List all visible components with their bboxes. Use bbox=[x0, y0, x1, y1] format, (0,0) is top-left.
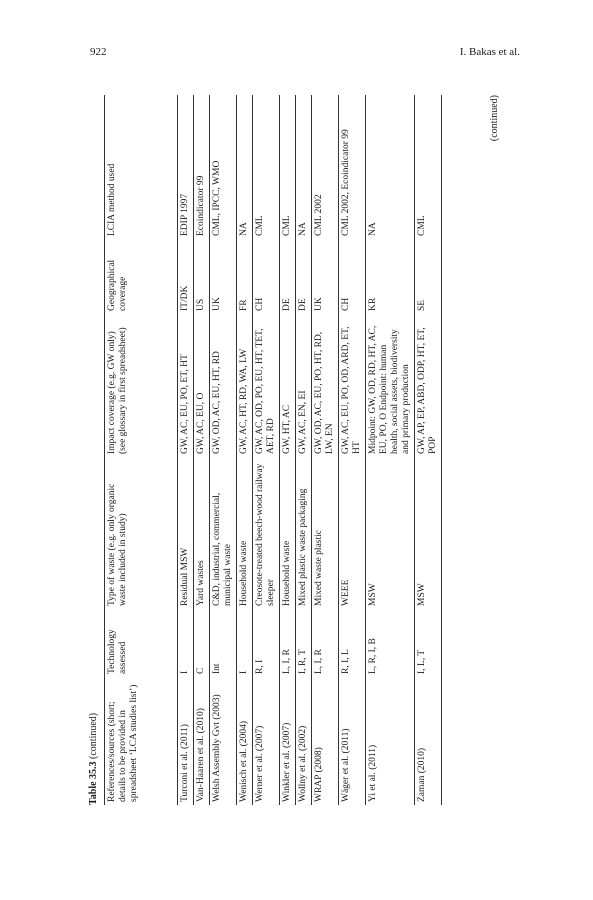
col-header-technology: Technology assessed bbox=[105, 609, 178, 677]
cell-lcia-method: EDIP 1997 bbox=[178, 95, 194, 239]
col-header-lcia-method: LCIA method used bbox=[105, 95, 178, 239]
table-row bbox=[339, 95, 366, 805]
cell-geographical: SE bbox=[415, 239, 442, 314]
table-row bbox=[296, 95, 312, 805]
cell-waste-type: MSW bbox=[415, 457, 442, 609]
cell-reference: Wollny et al. (2002) bbox=[296, 677, 312, 805]
col-header-geographical: Geographical coverage bbox=[105, 239, 178, 314]
cell-lcia-method: NA bbox=[366, 95, 415, 239]
col-header-waste-type: Type of waste (e.g. only organic waste included in study) bbox=[105, 457, 178, 609]
table-row bbox=[194, 95, 210, 805]
cell-geographical: CH bbox=[253, 239, 280, 314]
cell-geographical: UK bbox=[312, 239, 339, 314]
table-row bbox=[210, 95, 237, 805]
cell-geographical: IT/DK bbox=[178, 239, 194, 314]
cell-impact-coverage: GW, OD, AC, EU, HT, RD bbox=[210, 314, 237, 457]
cell-waste-type: Household waste bbox=[280, 457, 296, 609]
running-head: I. Bakas et al. bbox=[459, 46, 520, 58]
cell-technology: I bbox=[237, 609, 253, 677]
col-header-impact-coverage: Impact coverage (e.g. GW only) (see glossary in first spreadsheet) bbox=[105, 314, 178, 457]
cell-reference: Wäger et al. (2011) bbox=[339, 677, 366, 805]
page-number: 922 bbox=[90, 46, 107, 58]
cell-impact-coverage: GW, AC, OD, PO, EU, HT, TET, AET, RD bbox=[253, 314, 280, 457]
table-row bbox=[415, 95, 442, 805]
cell-reference: Winkler et al. (2007) bbox=[280, 677, 296, 805]
cell-lcia-method: CML bbox=[415, 95, 442, 239]
cell-geographical: CH bbox=[339, 239, 366, 314]
cell-technology: R, I, L bbox=[339, 609, 366, 677]
cell-waste-type: MSW bbox=[366, 457, 415, 609]
cell-lcia-method: CML 2002, Ecoindicator 99 bbox=[339, 95, 366, 239]
cell-reference: Van-Haaren et al. (2010) bbox=[194, 677, 210, 805]
cell-technology: R, I bbox=[253, 609, 280, 677]
cell-geographical: FR bbox=[237, 239, 253, 314]
cell-technology: I, L, T bbox=[415, 609, 442, 677]
table-row bbox=[237, 95, 253, 805]
cell-impact-coverage: GW, HT, AC bbox=[280, 314, 296, 457]
cell-technology: I, R, T bbox=[296, 609, 312, 677]
cell-reference: Yi et al. (2011) bbox=[366, 677, 415, 805]
cell-lcia-method: CML 2002 bbox=[312, 95, 339, 239]
cell-lcia-method: CML bbox=[253, 95, 280, 239]
cell-geographical: KR bbox=[366, 239, 415, 314]
cell-reference: Welsh Assembly Gvt (2003) bbox=[210, 677, 237, 805]
cell-geographical: DE bbox=[296, 239, 312, 314]
cell-reference: Werner et al. (2007) bbox=[253, 677, 280, 805]
table-caption bbox=[88, 713, 99, 805]
cell-technology: C bbox=[194, 609, 210, 677]
cell-impact-coverage: GW, AC, EU, PO, ET, HT bbox=[178, 314, 194, 457]
cell-lcia-method: CML bbox=[280, 95, 296, 239]
col-header-references: References/sources (short; details to be provided in spreadsheet ‘LCA studies list’) bbox=[105, 677, 178, 805]
cell-technology: L, R, I, B bbox=[366, 609, 415, 677]
cell-technology: L, I, R bbox=[280, 609, 296, 677]
cell-waste-type: Creosote-treated beech-wood railway sleeper bbox=[253, 457, 280, 609]
table-caption-text: (continued) bbox=[88, 712, 99, 759]
cell-reference: WRAP (2008) bbox=[312, 677, 339, 805]
table-row bbox=[312, 95, 339, 805]
cell-waste-type: C&D, industrial, commercial, municipal waste bbox=[210, 457, 237, 609]
cell-waste-type: Household waste bbox=[237, 457, 253, 609]
cell-technology: Int bbox=[210, 609, 237, 677]
rotated-table-block bbox=[88, 95, 503, 805]
table-label: Table 35.3 bbox=[88, 761, 99, 805]
cell-lcia-method: Ecoindicator 99 bbox=[194, 95, 210, 239]
cell-reference: Zaman (2010) bbox=[415, 677, 442, 805]
cell-impact-coverage: GW, AC, EU, PO, OD, ARD, ET, HT bbox=[339, 314, 366, 457]
cell-lcia-method: CML, IPCC, WMO bbox=[210, 95, 237, 239]
table-row bbox=[280, 95, 296, 805]
cell-waste-type: Mixed waste plastic bbox=[312, 457, 339, 609]
table-row bbox=[253, 95, 280, 805]
cell-impact-coverage: GW, AP, EP, ABD, ODP, HT, ET, POP bbox=[415, 314, 442, 457]
cell-impact-coverage: GW, AC, EU, O bbox=[194, 314, 210, 457]
cell-technology: L, I, R bbox=[312, 609, 339, 677]
cell-reference: Turconi et al. (2011) bbox=[178, 677, 194, 805]
cell-waste-type: Mixed plastic waste packaging bbox=[296, 457, 312, 609]
cell-technology: I bbox=[178, 609, 194, 677]
cell-lcia-method: NA bbox=[296, 95, 312, 239]
cell-impact-coverage: GW, OD, AC, EU, PO, HT, RD, LW, EN bbox=[312, 314, 339, 457]
cell-geographical: DE bbox=[280, 239, 296, 314]
cell-reference: Wenisch et al. (2004) bbox=[237, 677, 253, 805]
cell-waste-type: Yard wastes bbox=[194, 457, 210, 609]
cell-impact-coverage: GW, AC, HT, RD, WA, LW bbox=[237, 314, 253, 457]
cell-geographical: US bbox=[194, 239, 210, 314]
cell-lcia-method: NA bbox=[237, 95, 253, 239]
table-row bbox=[178, 95, 194, 805]
continued-note: (continued) bbox=[489, 95, 500, 142]
table-row bbox=[366, 95, 415, 805]
cell-waste-type: WEEE bbox=[339, 457, 366, 609]
cell-waste-type: Residual MSW bbox=[178, 457, 194, 609]
cell-geographical: UK bbox=[210, 239, 237, 314]
cell-impact-coverage: GW, AC, EN, EI bbox=[296, 314, 312, 457]
lca-studies-table bbox=[104, 95, 442, 805]
table-header-row bbox=[105, 95, 178, 805]
cell-impact-coverage: Midpoint: GW, OD, RD, HT, AC, EU, PO, O Endpoint: human health, social assets, biodiversity and primary production bbox=[366, 314, 415, 457]
